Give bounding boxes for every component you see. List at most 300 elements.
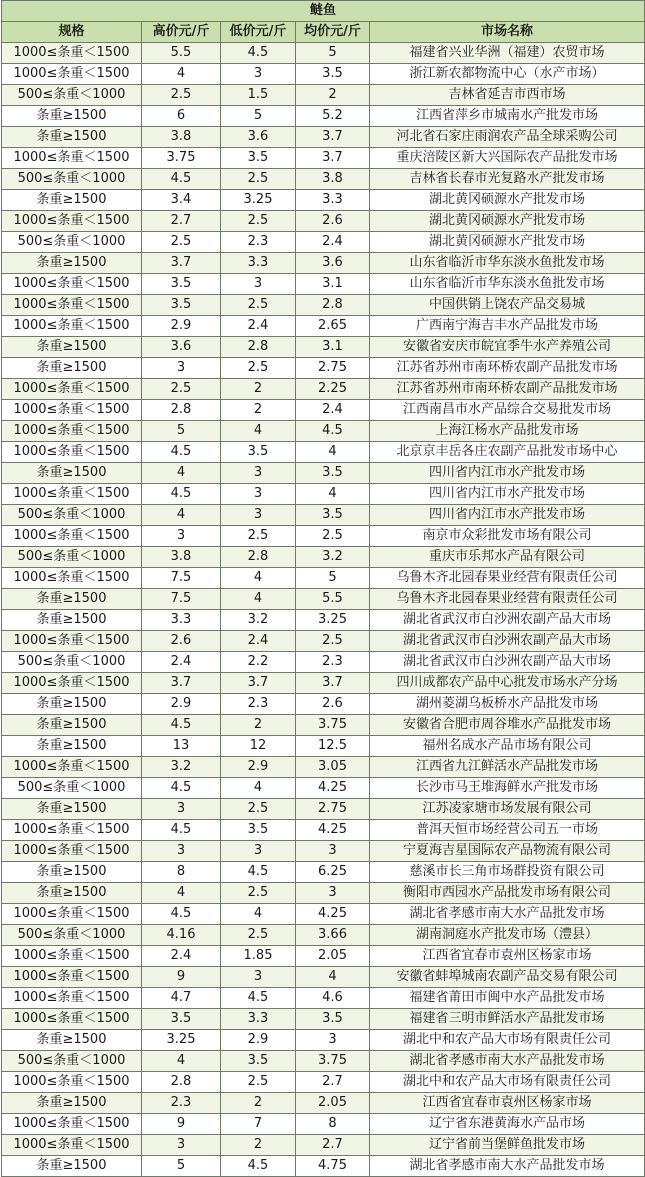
- avg-price-cell: 3.2: [296, 547, 370, 568]
- market-name-cell: 中国供销上饶农产品交易城: [370, 295, 645, 316]
- table-row: [2, 232, 645, 253]
- low-price-cell: 3: [221, 274, 296, 295]
- spec-cell: 1000≤条重＜1500: [2, 946, 142, 967]
- low-price-cell: 2.5: [221, 211, 296, 232]
- low-price-cell: 2.4: [221, 316, 296, 337]
- market-name-cell: 乌鲁木齐北园春果业经营有限责任公司: [370, 568, 645, 589]
- spec-cell: 1000≤条重＜1500: [2, 148, 142, 169]
- high-price-cell: 4: [142, 1051, 221, 1072]
- spec-cell: 条重≥1500: [2, 337, 142, 358]
- spec-cell: 1000≤条重＜1500: [2, 379, 142, 400]
- title-row: [2, 1, 645, 22]
- high-price-cell: 4.16: [142, 925, 221, 946]
- high-price-cell: 2.5: [142, 85, 221, 106]
- low-price-cell: 2.5: [221, 358, 296, 379]
- high-price-cell: 4: [142, 505, 221, 526]
- spec-cell: 500≤条重＜1000: [2, 85, 142, 106]
- market-name-cell: 福建省莆田市闽中水产品批发市场: [370, 988, 645, 1009]
- table-row: [2, 652, 645, 673]
- high-price-cell: 3.8: [142, 127, 221, 148]
- high-price-cell: 3.7: [142, 673, 221, 694]
- spec-cell: 1000≤条重＜1500: [2, 1135, 142, 1156]
- table-row: [2, 253, 645, 274]
- high-price-cell: 3.8: [142, 547, 221, 568]
- spec-cell: 1000≤条重＜1500: [2, 673, 142, 694]
- avg-price-cell: 3.5: [296, 64, 370, 85]
- market-name-cell: 安徽省合肥市周谷堆水产品批发市场: [370, 715, 645, 736]
- high-price-cell: 2.8: [142, 400, 221, 421]
- market-name-cell: 湖北黄冈硕源水产批发市场: [370, 232, 645, 253]
- table-row: [2, 799, 645, 820]
- market-name-cell: 湖北省武汉市白沙洲农副产品大市场: [370, 631, 645, 652]
- table-row: [2, 547, 645, 568]
- table-row: [2, 904, 645, 925]
- avg-price-cell: 2.6: [296, 211, 370, 232]
- avg-price-cell: 8: [296, 1114, 370, 1135]
- spec-cell: 1000≤条重＜1500: [2, 757, 142, 778]
- table-row: [2, 43, 645, 64]
- market-name-cell: 慈溪市长三角市场群投资有限公司: [370, 862, 645, 883]
- table-row: [2, 421, 645, 442]
- market-name-cell: 北京京丰岳各庄农副产品批发市场中心: [370, 442, 645, 463]
- avg-price-cell: 2: [296, 85, 370, 106]
- spec-cell: 1000≤条重＜1500: [2, 988, 142, 1009]
- low-price-cell: 3.5: [221, 442, 296, 463]
- avg-price-cell: 3.7: [296, 148, 370, 169]
- market-name-cell: 辽宁省前当堡鲜鱼批发市场: [370, 1135, 645, 1156]
- market-name-cell: 南京市众彩批发市场有限公司: [370, 526, 645, 547]
- avg-price-cell: 3.25: [296, 610, 370, 631]
- high-price-cell: 2.5: [142, 379, 221, 400]
- avg-price-cell: 3.66: [296, 925, 370, 946]
- low-price-cell: 3.5: [221, 820, 296, 841]
- high-price-cell: 8: [142, 862, 221, 883]
- spec-cell: 1000≤条重＜1500: [2, 568, 142, 589]
- table-row: [2, 862, 645, 883]
- low-price-cell: 4: [221, 904, 296, 925]
- high-price-cell: 4: [142, 463, 221, 484]
- low-price-cell: 4: [221, 568, 296, 589]
- low-price-cell: 3: [221, 505, 296, 526]
- table-row: [2, 127, 645, 148]
- spec-cell: 条重≥1500: [2, 106, 142, 127]
- header-market-name: 市场名称: [370, 22, 645, 43]
- low-price-cell: 1.5: [221, 85, 296, 106]
- high-price-cell: 2.9: [142, 694, 221, 715]
- high-price-cell: 4: [142, 64, 221, 85]
- low-price-cell: 2.5: [221, 925, 296, 946]
- spec-cell: 1000≤条重＜1500: [2, 631, 142, 652]
- low-price-cell: 4.5: [221, 43, 296, 64]
- market-name-cell: 四川省内江市水产批发市场: [370, 484, 645, 505]
- table-header: [2, 1, 645, 43]
- high-price-cell: 3.4: [142, 190, 221, 211]
- table-row: [2, 778, 645, 799]
- high-price-cell: 3.7: [142, 253, 221, 274]
- table-row: [2, 1114, 645, 1135]
- spec-cell: 1000≤条重＜1500: [2, 211, 142, 232]
- table-row: [2, 64, 645, 85]
- low-price-cell: 3: [221, 841, 296, 862]
- low-price-cell: 3.5: [221, 148, 296, 169]
- high-price-cell: 4.5: [142, 778, 221, 799]
- market-name-cell: 浙江新农都物流中心（水产市场）: [370, 64, 645, 85]
- low-price-cell: 3.3: [221, 253, 296, 274]
- avg-price-cell: 2.65: [296, 316, 370, 337]
- avg-price-cell: 3.1: [296, 274, 370, 295]
- table-row: [2, 337, 645, 358]
- avg-price-cell: 3.5: [296, 505, 370, 526]
- table-row: [2, 505, 645, 526]
- avg-price-cell: 4.25: [296, 778, 370, 799]
- avg-price-cell: 3.05: [296, 757, 370, 778]
- market-name-cell: 福建省三明市鲜活水产品批发市场: [370, 1009, 645, 1030]
- low-price-cell: 12: [221, 736, 296, 757]
- table-row: [2, 463, 645, 484]
- spec-cell: 1000≤条重＜1500: [2, 43, 142, 64]
- avg-price-cell: 3: [296, 883, 370, 904]
- table-row: [2, 1093, 645, 1114]
- market-name-cell: 上海江杨水产品批发市场: [370, 421, 645, 442]
- market-name-cell: 湖北省孝感市南大水产品批发市场: [370, 904, 645, 925]
- spec-cell: 条重≥1500: [2, 190, 142, 211]
- avg-price-cell: 2.6: [296, 694, 370, 715]
- market-name-cell: 重庆市乐邦水产品有限公司: [370, 547, 645, 568]
- low-price-cell: 4.5: [221, 988, 296, 1009]
- low-price-cell: 7: [221, 1114, 296, 1135]
- table-row: [2, 736, 645, 757]
- spec-cell: 1000≤条重＜1500: [2, 1009, 142, 1030]
- spec-cell: 条重≥1500: [2, 1156, 142, 1177]
- avg-price-cell: 2.05: [296, 946, 370, 967]
- spec-cell: 条重≥1500: [2, 715, 142, 736]
- spec-cell: 500≤条重＜1000: [2, 232, 142, 253]
- table-row: [2, 757, 645, 778]
- table-row: [2, 442, 645, 463]
- low-price-cell: 2: [221, 1135, 296, 1156]
- table-row: [2, 169, 645, 190]
- table-row: [2, 1135, 645, 1156]
- low-price-cell: 2.3: [221, 232, 296, 253]
- high-price-cell: 2.6: [142, 631, 221, 652]
- low-price-cell: 2.9: [221, 1030, 296, 1051]
- table-row: [2, 316, 645, 337]
- avg-price-cell: 2.05: [296, 1093, 370, 1114]
- avg-price-cell: 12.5: [296, 736, 370, 757]
- spec-cell: 1000≤条重＜1500: [2, 904, 142, 925]
- high-price-cell: 4.5: [142, 715, 221, 736]
- spec-cell: 500≤条重＜1000: [2, 505, 142, 526]
- market-name-cell: 江西省九江鲜活水产品批发市场: [370, 757, 645, 778]
- table-row: [2, 715, 645, 736]
- table-row: [2, 988, 645, 1009]
- high-price-cell: 3.2: [142, 757, 221, 778]
- high-price-cell: 3: [142, 526, 221, 547]
- high-price-cell: 4.5: [142, 904, 221, 925]
- avg-price-cell: 3: [296, 841, 370, 862]
- table-row: [2, 526, 645, 547]
- high-price-cell: 2.3: [142, 1093, 221, 1114]
- header-avg-price: 均价元/斤: [296, 22, 370, 43]
- table-row: [2, 274, 645, 295]
- avg-price-cell: 5.2: [296, 106, 370, 127]
- table-row: [2, 358, 645, 379]
- market-name-cell: 福建省兴业华洲（福建）农贸市场: [370, 43, 645, 64]
- low-price-cell: 2.5: [221, 1072, 296, 1093]
- spec-cell: 条重≥1500: [2, 1093, 142, 1114]
- low-price-cell: 1.85: [221, 946, 296, 967]
- low-price-cell: 2.5: [221, 799, 296, 820]
- market-name-cell: 乌鲁木齐北园春果业经营有限责任公司: [370, 589, 645, 610]
- high-price-cell: 3: [142, 358, 221, 379]
- high-price-cell: 4: [142, 883, 221, 904]
- avg-price-cell: 3.5: [296, 1009, 370, 1030]
- avg-price-cell: 3: [296, 1030, 370, 1051]
- market-name-cell: 江苏凌家塘市场发展有限公司: [370, 799, 645, 820]
- low-price-cell: 3.5: [221, 1051, 296, 1072]
- table-row: [2, 148, 645, 169]
- spec-cell: 条重≥1500: [2, 736, 142, 757]
- avg-price-cell: 2.75: [296, 799, 370, 820]
- market-name-cell: 湖北省武汉市白沙洲农副产品大市场: [370, 652, 645, 673]
- high-price-cell: 2.4: [142, 652, 221, 673]
- avg-price-cell: 5: [296, 568, 370, 589]
- table-row: [2, 925, 645, 946]
- table-row: [2, 631, 645, 652]
- table-row: [2, 967, 645, 988]
- avg-price-cell: 2.3: [296, 652, 370, 673]
- table-row: [2, 379, 645, 400]
- market-name-cell: 湖北黄冈硕源水产批发市场: [370, 190, 645, 211]
- spec-cell: 1000≤条重＜1500: [2, 295, 142, 316]
- spec-cell: 条重≥1500: [2, 358, 142, 379]
- spec-cell: 1000≤条重＜1500: [2, 421, 142, 442]
- high-price-cell: 2.5: [142, 232, 221, 253]
- market-name-cell: 江苏省苏州市南环桥农副产品批发市场: [370, 379, 645, 400]
- high-price-cell: 9: [142, 967, 221, 988]
- market-name-cell: 衡阳市西园水产品批发市场有限公司: [370, 883, 645, 904]
- market-name-cell: 湖南洞庭水产批发市场（澧县）: [370, 925, 645, 946]
- low-price-cell: 3: [221, 484, 296, 505]
- high-price-cell: 7.5: [142, 589, 221, 610]
- price-table: [1, 0, 645, 1177]
- market-name-cell: 江西省宜春市袁州区杨家市场: [370, 1093, 645, 1114]
- spec-cell: 1000≤条重＜1500: [2, 526, 142, 547]
- avg-price-cell: 4: [296, 484, 370, 505]
- table-row: [2, 190, 645, 211]
- avg-price-cell: 4.5: [296, 421, 370, 442]
- high-price-cell: 6: [142, 106, 221, 127]
- table-body: [2, 43, 645, 1177]
- table-row: [2, 295, 645, 316]
- high-price-cell: 3: [142, 841, 221, 862]
- high-price-cell: 3: [142, 799, 221, 820]
- high-price-cell: 3.5: [142, 1009, 221, 1030]
- avg-price-cell: 3.7: [296, 673, 370, 694]
- low-price-cell: 2: [221, 715, 296, 736]
- avg-price-cell: 2.7: [296, 1135, 370, 1156]
- table-row: [2, 211, 645, 232]
- price-table-container: [1, 0, 644, 1177]
- market-name-cell: 江西南昌市水产品综合交易批发市场: [370, 400, 645, 421]
- table-row: [2, 1051, 645, 1072]
- avg-price-cell: 6.25: [296, 862, 370, 883]
- market-name-cell: 湖北中和农产品大市场有限责任公司: [370, 1072, 645, 1093]
- low-price-cell: 4: [221, 421, 296, 442]
- header-row: [2, 22, 645, 43]
- avg-price-cell: 4: [296, 442, 370, 463]
- market-name-cell: 四川省内江市水产批发市场: [370, 505, 645, 526]
- avg-price-cell: 2.75: [296, 358, 370, 379]
- high-price-cell: 3.6: [142, 337, 221, 358]
- avg-price-cell: 3.3: [296, 190, 370, 211]
- high-price-cell: 2.7: [142, 211, 221, 232]
- table-row: [2, 568, 645, 589]
- high-price-cell: 9: [142, 1114, 221, 1135]
- table-row: [2, 1009, 645, 1030]
- market-name-cell: 重庆涪陵区新大兴国际农产品批发市场: [370, 148, 645, 169]
- table-row: [2, 85, 645, 106]
- avg-price-cell: 2.7: [296, 1072, 370, 1093]
- high-price-cell: 5.5: [142, 43, 221, 64]
- market-name-cell: 四川成都农产品中心批发市场水产分场: [370, 673, 645, 694]
- spec-cell: 500≤条重＜1000: [2, 652, 142, 673]
- market-name-cell: 辽宁省东港黄海水产品市场: [370, 1114, 645, 1135]
- avg-price-cell: 5.5: [296, 589, 370, 610]
- spec-cell: 500≤条重＜1000: [2, 169, 142, 190]
- table-row: [2, 484, 645, 505]
- low-price-cell: 3.6: [221, 127, 296, 148]
- market-name-cell: 福州名成水产品市场有限公司: [370, 736, 645, 757]
- table-row: [2, 610, 645, 631]
- avg-price-cell: 4.75: [296, 1156, 370, 1177]
- low-price-cell: 3.25: [221, 190, 296, 211]
- avg-price-cell: 3.8: [296, 169, 370, 190]
- high-price-cell: 4.5: [142, 169, 221, 190]
- high-price-cell: 2.8: [142, 1072, 221, 1093]
- spec-cell: 条重≥1500: [2, 253, 142, 274]
- avg-price-cell: 3.1: [296, 337, 370, 358]
- high-price-cell: 4.5: [142, 820, 221, 841]
- low-price-cell: 2.9: [221, 757, 296, 778]
- low-price-cell: 2: [221, 379, 296, 400]
- market-name-cell: 江西省萍乡市城南水产批发市场: [370, 106, 645, 127]
- low-price-cell: 3.3: [221, 1009, 296, 1030]
- spec-cell: 1000≤条重＜1500: [2, 1114, 142, 1135]
- high-price-cell: 13: [142, 736, 221, 757]
- market-name-cell: 湖北省孝感市南大水产品批发市场: [370, 1051, 645, 1072]
- spec-cell: 1000≤条重＜1500: [2, 484, 142, 505]
- spec-cell: 500≤条重＜1000: [2, 778, 142, 799]
- avg-price-cell: 3.75: [296, 1051, 370, 1072]
- spec-cell: 条重≥1500: [2, 694, 142, 715]
- high-price-cell: 3.5: [142, 295, 221, 316]
- high-price-cell: 4.5: [142, 442, 221, 463]
- avg-price-cell: 3.7: [296, 127, 370, 148]
- low-price-cell: 4.5: [221, 862, 296, 883]
- avg-price-cell: 2.4: [296, 232, 370, 253]
- avg-price-cell: 4: [296, 967, 370, 988]
- market-name-cell: 普洱天恒市场经营公司五一市场: [370, 820, 645, 841]
- market-name-cell: 安徽省蚌埠城南农副产品交易有限公司: [370, 967, 645, 988]
- market-name-cell: 湖北黄冈硕源水产批发市场: [370, 211, 645, 232]
- low-price-cell: 4: [221, 589, 296, 610]
- low-price-cell: 2.8: [221, 547, 296, 568]
- table-row: [2, 841, 645, 862]
- high-price-cell: 3: [142, 1135, 221, 1156]
- spec-cell: 条重≥1500: [2, 883, 142, 904]
- low-price-cell: 2: [221, 400, 296, 421]
- high-price-cell: 7.5: [142, 568, 221, 589]
- market-name-cell: 宁夏海吉星国际农产品物流有限公司: [370, 841, 645, 862]
- avg-price-cell: 3.5: [296, 463, 370, 484]
- spec-cell: 条重≥1500: [2, 589, 142, 610]
- high-price-cell: 3.25: [142, 1030, 221, 1051]
- market-name-cell: 湖州菱湖乌板桥水产品批发市场: [370, 694, 645, 715]
- high-price-cell: 4.5: [142, 484, 221, 505]
- high-price-cell: 3.75: [142, 148, 221, 169]
- market-name-cell: 四川省内江市水产批发市场: [370, 463, 645, 484]
- spec-cell: 500≤条重＜1000: [2, 1051, 142, 1072]
- market-name-cell: 吉林省延吉市西市场: [370, 85, 645, 106]
- high-price-cell: 3.5: [142, 274, 221, 295]
- header-low-price: 低价元/斤: [221, 22, 296, 43]
- low-price-cell: 2.4: [221, 631, 296, 652]
- spec-cell: 条重≥1500: [2, 862, 142, 883]
- table-row: [2, 673, 645, 694]
- low-price-cell: 4.5: [221, 1156, 296, 1177]
- market-name-cell: 吉林省长春市光复路水产批发市场: [370, 169, 645, 190]
- high-price-cell: 2.4: [142, 946, 221, 967]
- low-price-cell: 2.8: [221, 337, 296, 358]
- spec-cell: 1000≤条重＜1500: [2, 841, 142, 862]
- avg-price-cell: 2.5: [296, 526, 370, 547]
- market-name-cell: 安徽省安庆市皖宜季牛水产养殖公司: [370, 337, 645, 358]
- spec-cell: 1000≤条重＜1500: [2, 967, 142, 988]
- low-price-cell: 2.5: [221, 295, 296, 316]
- spec-cell: 1000≤条重＜1500: [2, 820, 142, 841]
- high-price-cell: 5: [142, 1156, 221, 1177]
- spec-cell: 条重≥1500: [2, 799, 142, 820]
- low-price-cell: 2: [221, 1093, 296, 1114]
- low-price-cell: 2.2: [221, 652, 296, 673]
- market-name-cell: 湖北中和农产品大市场有限责任公司: [370, 1030, 645, 1051]
- avg-price-cell: 2.4: [296, 400, 370, 421]
- spec-cell: 条重≥1500: [2, 610, 142, 631]
- low-price-cell: 3.7: [221, 673, 296, 694]
- spec-cell: 1000≤条重＜1500: [2, 442, 142, 463]
- header-spec: 规格: [2, 22, 142, 43]
- table-row: [2, 106, 645, 127]
- low-price-cell: 3: [221, 463, 296, 484]
- spec-cell: 1000≤条重＜1500: [2, 1072, 142, 1093]
- spec-cell: 1000≤条重＜1500: [2, 274, 142, 295]
- spec-cell: 500≤条重＜1000: [2, 547, 142, 568]
- market-name-cell: 江苏省苏州市南环桥农副产品批发市场: [370, 358, 645, 379]
- table-row: [2, 946, 645, 967]
- avg-price-cell: 4.6: [296, 988, 370, 1009]
- spec-cell: 条重≥1500: [2, 127, 142, 148]
- table-row: [2, 400, 645, 421]
- table-row: [2, 1072, 645, 1093]
- avg-price-cell: 4.25: [296, 820, 370, 841]
- low-price-cell: 3: [221, 967, 296, 988]
- low-price-cell: 2.5: [221, 526, 296, 547]
- avg-price-cell: 3.75: [296, 715, 370, 736]
- low-price-cell: 2.3: [221, 694, 296, 715]
- high-price-cell: 4.7: [142, 988, 221, 1009]
- avg-price-cell: 2.25: [296, 379, 370, 400]
